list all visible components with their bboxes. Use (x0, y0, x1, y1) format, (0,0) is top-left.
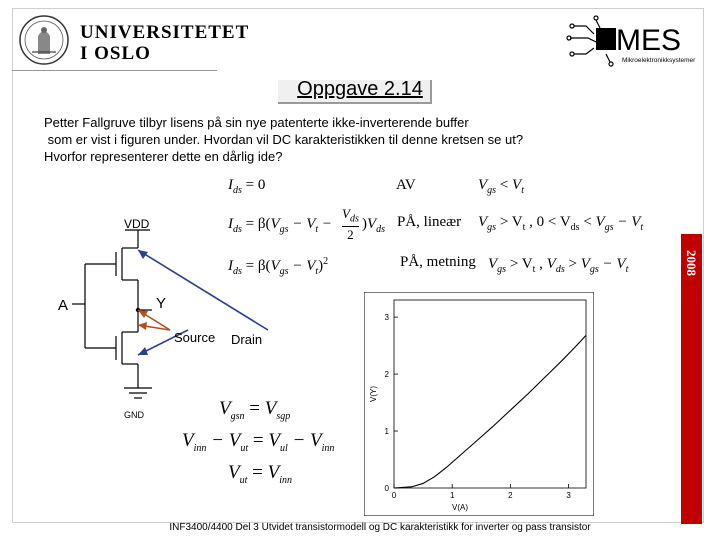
eq-linear-fraction: $V_{ds}$ 2 (342, 206, 359, 242)
x-tick-label: 0 (391, 491, 397, 500)
eq-saturation: $I_{ds} = \beta(V_{gs} - V_t)^2$ (228, 256, 329, 277)
y-axis-label: V(Y) (369, 386, 378, 402)
x-axis-label: V(A) (452, 503, 468, 512)
eq-linear: $I_{ds} = \beta(V_{gs} - V_t$ − (228, 216, 333, 235)
eq-linear-cond: $V_{gs} > V_t$ , $0 < V_{ds} < V_{gs} - V_t$ (478, 214, 644, 233)
intro-line-1: Petter Fallgruve tilbyr lisens på sin nye patenterte ikke-inverterende buffer (44, 115, 469, 130)
eq-off-cond: $V_{gs} < V_t$ (478, 177, 524, 196)
page-title: Oppgave 2.14 (297, 78, 423, 100)
eq-saturation-cond: $V_{gs} > V_t$ , $V_{ds} > V_{gs} - V_t$ (488, 256, 629, 275)
header-rule (12, 70, 217, 71)
y-tick-label: 3 (384, 313, 389, 323)
y-tick-label: 1 (384, 427, 389, 437)
output-y-label: Y (156, 295, 167, 312)
x-tick-label: 2 (508, 491, 513, 500)
drain-label: Drain (231, 332, 263, 347)
input-a-label: A (58, 297, 69, 314)
y-tick-label: 2 (384, 370, 389, 380)
dc-characteristic-chart (364, 292, 594, 516)
mes-logo-icon (566, 14, 706, 70)
intro-line-2: som er vist i figuren under. Hvordan vil DC karakteristikken til denne kretsen se ut? (44, 132, 524, 147)
year-label-wrap (682, 238, 700, 288)
eq-linear-tail: )$V_{ds}$ (362, 216, 386, 235)
eq-off: $I_{ds} = 0$ (228, 177, 266, 196)
intro-text (44, 114, 523, 165)
bottom-eq-1: $V_{gsn} = V_{sgp}$ (219, 398, 291, 422)
x-tick-label: 3 (566, 491, 571, 500)
y-tick-label: 0 (384, 484, 389, 493)
gnd-label: GND (124, 410, 144, 420)
uio-seal-icon (18, 14, 70, 66)
footer-text: INF3400/4400 Del 3 Utvidet transistormodell og DC karakteristikk for inverter og pass transistor (169, 522, 591, 533)
bottom-eq-3: $V_{ut} = V_{inn}$ (228, 462, 292, 486)
eq-saturation-region: PÅ, metning (400, 254, 476, 270)
eq-off-region: AV (396, 177, 416, 193)
buffer-circuit (50, 210, 280, 425)
bottom-eq-2: $V_{inn} - V_{ut} = V_{ul} - V_{inn}$ (182, 430, 335, 454)
vdd-label: VDD (124, 217, 150, 231)
source-label: Source (174, 330, 216, 345)
university-name: UNIVERSITETET I OSLO (80, 22, 250, 64)
year-label: 2008 (684, 250, 699, 276)
intro-line-3: Hvorfor representerer dette en dårlig ide? (44, 149, 283, 164)
mes-brand-text: MES (616, 24, 682, 57)
eq-linear-region: PÅ, lineær (397, 214, 462, 230)
x-tick-label: 1 (449, 491, 455, 500)
mes-tagline-text: Mikroelektronikksystemer (622, 57, 696, 64)
